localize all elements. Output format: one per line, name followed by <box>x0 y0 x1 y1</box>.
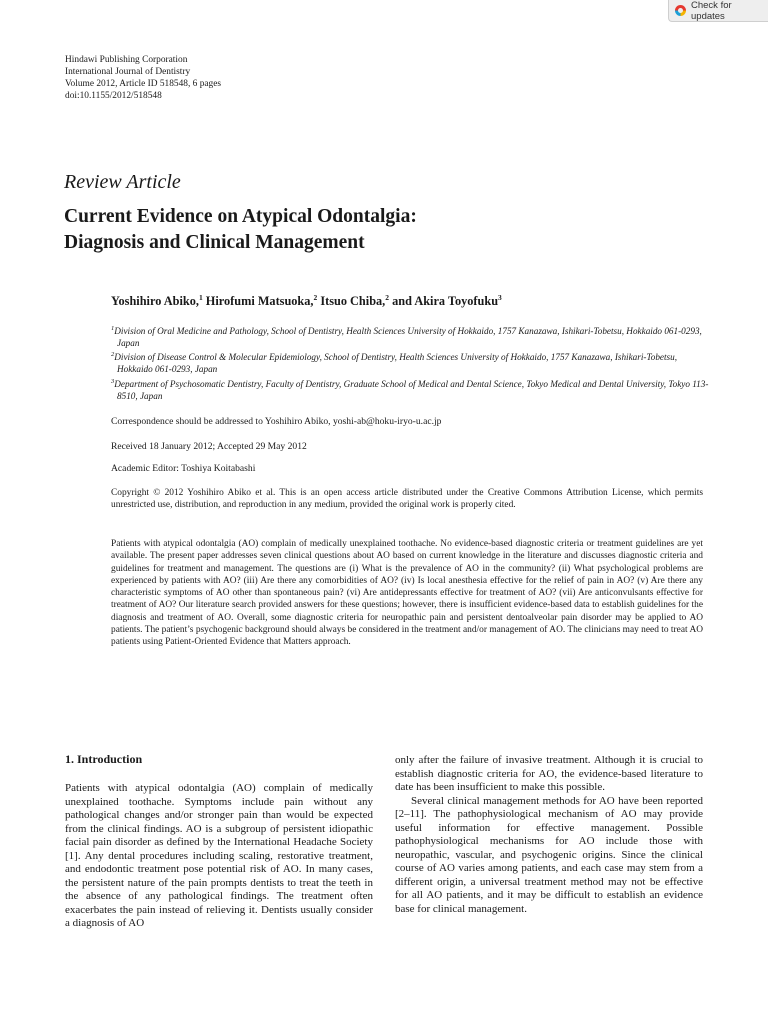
title-line-2: Diagnosis and Clinical Management <box>64 232 365 253</box>
crossmark-icon <box>675 5 686 16</box>
left-column <box>65 782 373 931</box>
volume-info: Volume 2012, Article ID 518548, 6 pages <box>65 79 222 89</box>
author-affil-ref: 1 <box>198 293 203 302</box>
check-for-updates-label: Check for updates <box>691 0 732 22</box>
affiliation <box>111 349 711 375</box>
author-name: Yoshihiro Abiko, <box>111 294 199 309</box>
author-affil-ref: 2 <box>385 293 390 302</box>
author-name: and Akira Toyofuku <box>392 294 499 309</box>
affiliation-number: 3 <box>111 377 115 385</box>
article-title <box>64 204 417 256</box>
section-heading: 1. Introduction <box>65 752 143 766</box>
abstract: Patients with atypical odontalgia (AO) complain of medically unexplained toothache. No evidence-based diagnostic criteria or treatment guidelines are yet available. The present paper addresses seven clinical questions about AO based on current knowledge in the literature and discusses diagnostic criteria and guidelines for treatment and management. The questions are (i) What is the prevalence of AO in the community? (ii) What psychological problems are experienced by patients with AO? (iii) Are there any comorbidities of AO? (iv) Is local anesthesia effective for the relief of pain in AO? (v) Are there any characteristic symptoms of AO other than spontaneous pain? (vi) Are antidepressants effective for treatment of AO? (vii) Are anticonvulsants effective for treatment of AO? Our literature search provided answers for these questions; however, there is insufficient evidence-based data to establish guidelines for the diagnosis and treatment of AO. Overall, some diagnostic criteria for neuropathic pain and persistent dentoalveolar pain disorder may be applied to AO patients. The patient’s psychogenic background should always be considered in the treatment and/or management of AO. The clinicians may need to treat AO patients using Patient-Oriented Evidence that Matters approach. <box>111 539 703 648</box>
author-name: Itsuo Chiba, <box>320 294 386 309</box>
affiliations <box>111 323 711 402</box>
author-list <box>111 293 502 309</box>
affiliation <box>111 323 711 349</box>
journal-header <box>65 54 221 102</box>
affiliation-number: 2 <box>111 351 115 359</box>
received-accepted-dates: Received 18 January 2012; Accepted 29 May 2012 <box>111 441 307 452</box>
publisher: Hindawi Publishing Corporation <box>65 55 188 65</box>
title-line-1: Current Evidence on Atypical Odontalgia: <box>64 206 417 227</box>
affiliation-text: Department of Psychosomatic Dentistry, Faculty of Dentistry, Graduate School of Medical and Dental Science, Tokyo Medical and Dental University, Tokyo 113-8510, Japan <box>114 378 709 401</box>
affiliation-number: 1 <box>111 325 115 332</box>
check-for-updates-button[interactable] <box>668 0 768 22</box>
article-type: Review Article <box>64 171 181 193</box>
academic-editor: Academic Editor: Toshiya Koitabashi <box>111 463 256 474</box>
affiliation-text: Division of Disease Control & Molecular Epidemiology, School of Dentistry, Health Sciences University of Hokkaido, 1757 Kanazawa, Ishikari-Tobetsu, Hokkaido 061-0293, Japan <box>114 352 678 375</box>
doi[interactable]: doi:10.1155/2012/518548 <box>65 91 162 101</box>
right-column <box>395 754 703 916</box>
body-paragraph: only after the failure of invasive treatment. Although it is crucial to establish diagnostic criteria for AO, the evidence-based literature to date has been insufficient to make this possible. <box>395 754 703 793</box>
journal-name: International Journal of Dentistry <box>65 67 191 77</box>
affiliation <box>111 376 711 402</box>
affiliation-text: Division of Oral Medicine and Pathology, School of Dentistry, Health Sciences University of Hokkaido, 1757 Kanazawa, Ishikari-Tobetsu, Hokkaido 061-0293, Japan <box>114 326 702 349</box>
body-paragraph: Patients with atypical odontalgia (AO) complain of medically unexplained toothache. Symptoms include pain without any pathological changes and/or stronger pain than would be expected from the clinical findings. AO is a subgroup of persistent idiopathic facial pain disorder as defined by the International Headache Society [1]. Any dental procedures including scaling, restorative treatment, and endodontic treatment pose potential risk of AO. In many cases, the persistent nature of the pain prompts dentists to treat the teeth in the absence of any pathological findings. The treatment often exacerbates the pain instead of relieving it. Dentists usually consider a diagnosis of AO <box>65 782 373 929</box>
body-paragraph: Several clinical management methods for AO have been reported [2–11]. The pathophysiological mechanism of AO may provide useful information for effective management. Possible pathophysiological mechanisms for AO include those with neuropathic, vascular, and psychogenic origins. Since the clinical course of AO varies among patients, and each case may stem from a different origin, a universal treatment method may not be effective for all AO patients, and it may be difficult to establish an evidence base for clinical management. <box>395 794 703 915</box>
author-name: Hirofumi Matsuoka, <box>205 294 314 309</box>
author-affil-ref: 3 <box>498 293 502 302</box>
copyright-notice: Copyright © 2012 Yoshihiro Abiko et al. This is an open access article distributed under the Creative Commons Attribution License, which permits unrestricted use, distribution, and reproduction in any medium, provided the original work is properly cited. <box>111 488 703 511</box>
correspondence: Correspondence should be addressed to Yoshihiro Abiko, yoshi-ab@hoku-iryo-u.ac.jp <box>111 416 442 427</box>
author-affil-ref: 2 <box>313 293 318 302</box>
